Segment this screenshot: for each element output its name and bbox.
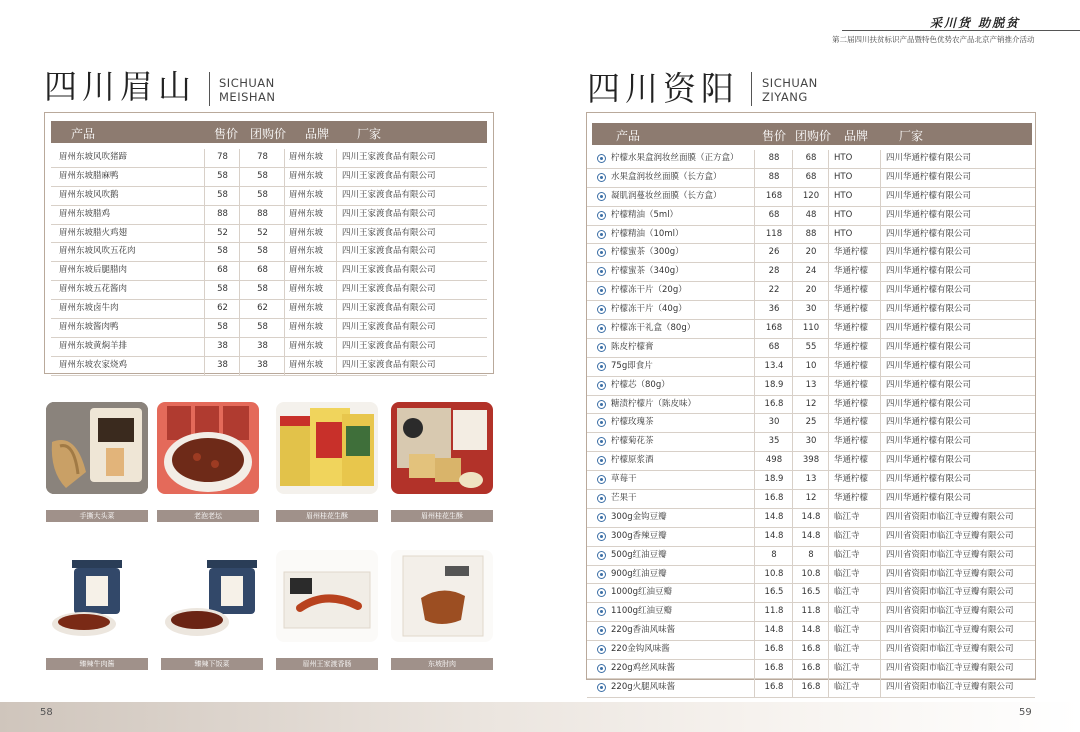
table-cell: HTO bbox=[828, 188, 880, 206]
table-cell: 16.8 bbox=[754, 641, 793, 659]
table-row bbox=[587, 641, 1035, 660]
table-cell: 四川王家渡食品有限公司 bbox=[336, 357, 486, 375]
photo-caption: 眉州王家渡香肠 bbox=[276, 658, 378, 670]
table-cell: 58 bbox=[204, 187, 240, 205]
table-cell: 四川省资阳市临江寺豆瓣有限公司 bbox=[880, 547, 1027, 565]
table-cell: 凝肌润蔓妆丝面膜（长方盒） bbox=[611, 190, 722, 201]
table-cell: 眉州东坡风吹猪蹄 bbox=[59, 152, 128, 162]
right-region-title: 四川资阳 bbox=[587, 69, 739, 108]
table-cell: HTO bbox=[828, 207, 880, 225]
table-cell: 68 bbox=[792, 169, 829, 187]
table-cell: 14.8 bbox=[792, 622, 829, 640]
table-cell: 眉州东坡 bbox=[284, 206, 336, 224]
table-cell: 14.8 bbox=[754, 622, 793, 640]
table-cell: 四川省资阳市临江寺豆瓣有限公司 bbox=[880, 566, 1027, 584]
table-row bbox=[587, 169, 1035, 188]
table-row bbox=[587, 263, 1035, 282]
jerky-bag-photo bbox=[46, 402, 148, 494]
table-cell: 四川华通柠檬有限公司 bbox=[880, 150, 1027, 168]
table-cell: 30 bbox=[754, 414, 793, 432]
page-footer bbox=[0, 702, 1080, 732]
header-slogan: 采川货 助脱贫 bbox=[930, 16, 1021, 30]
table-cell: 16.5 bbox=[754, 584, 793, 602]
table-row bbox=[51, 319, 487, 338]
table-cell: 华通柠檬 bbox=[828, 433, 880, 451]
table-cell: 52 bbox=[204, 225, 240, 243]
table-cell: 16.8 bbox=[754, 490, 793, 508]
table-row bbox=[51, 187, 487, 206]
table-row bbox=[587, 584, 1035, 603]
photo-caption: 手撕大头菜 bbox=[46, 510, 148, 522]
pork-box-photo bbox=[391, 550, 493, 642]
table-cell: 38 bbox=[239, 338, 285, 356]
table-cell: 眉州东坡 bbox=[284, 168, 336, 186]
right-pinyin-line2: ZIYANG bbox=[762, 90, 808, 104]
table-cell: 眉州东坡 bbox=[284, 319, 336, 337]
table-cell: 398 bbox=[792, 452, 829, 470]
table-cell: 14.8 bbox=[754, 509, 793, 527]
table-row bbox=[587, 226, 1035, 245]
table-cell: 220g香油风味酱 bbox=[611, 625, 676, 636]
table-row bbox=[587, 339, 1035, 358]
table-row bbox=[587, 547, 1035, 566]
table-cell: 四川华通柠檬有限公司 bbox=[880, 226, 1027, 244]
table-cell: 16.8 bbox=[792, 660, 829, 678]
table-cell: 柠檬芯（80g） bbox=[611, 379, 670, 390]
table-cell: 14.8 bbox=[754, 528, 793, 546]
table-cell: 眉州东坡黄焖羊排 bbox=[59, 340, 128, 351]
left-col-product: 产品 bbox=[71, 127, 96, 141]
table-row bbox=[587, 188, 1035, 207]
table-cell: 58 bbox=[204, 319, 240, 337]
table-cell: 华通柠檬 bbox=[828, 452, 880, 470]
pickle-bowl-photo bbox=[157, 402, 259, 494]
table-row bbox=[587, 528, 1035, 547]
table-cell: 眉州东坡 bbox=[284, 187, 336, 205]
table-cell: 18.9 bbox=[754, 377, 793, 395]
table-cell: 58 bbox=[204, 243, 240, 261]
table-cell: HTO bbox=[828, 169, 880, 187]
table-row bbox=[587, 301, 1035, 320]
candy-bag-photo bbox=[391, 402, 493, 494]
table-cell: 58 bbox=[239, 281, 285, 299]
table-cell: 498 bbox=[754, 452, 793, 470]
table-cell: 华通柠檬 bbox=[828, 377, 880, 395]
table-cell: 四川王家渡食品有限公司 bbox=[336, 206, 486, 224]
table-cell: 四川华通柠檬有限公司 bbox=[880, 301, 1027, 319]
table-cell: 13 bbox=[792, 377, 829, 395]
page-number-left: 58 bbox=[40, 707, 53, 718]
table-row bbox=[587, 471, 1035, 490]
table-cell: 75g即食片 bbox=[611, 360, 653, 371]
left-pinyin-line1: SICHUAN bbox=[219, 76, 275, 90]
table-cell: 38 bbox=[204, 338, 240, 356]
table-cell: 12 bbox=[792, 490, 829, 508]
table-cell: 四川王家渡食品有限公司 bbox=[336, 319, 486, 337]
photo-caption: 眉州桂花生酥 bbox=[276, 510, 378, 522]
table-cell: 13 bbox=[792, 471, 829, 489]
table-cell: 220金钩风味酱 bbox=[611, 644, 670, 655]
table-cell: 华通柠檬 bbox=[828, 339, 880, 357]
table-row bbox=[587, 414, 1035, 433]
table-cell: 临江寺 bbox=[828, 584, 880, 602]
left-region-title: 四川眉山 bbox=[44, 67, 196, 106]
table-cell: 110 bbox=[792, 320, 829, 338]
table-cell: 220g鸡丝风味酱 bbox=[611, 663, 676, 674]
table-cell: 华通柠檬 bbox=[828, 471, 880, 489]
table-cell: 四川省资阳市临江寺豆瓣有限公司 bbox=[880, 528, 1027, 546]
table-row bbox=[51, 243, 487, 262]
table-cell: 10.8 bbox=[792, 566, 829, 584]
table-cell: HTO bbox=[828, 150, 880, 168]
sausage-box-photo bbox=[276, 550, 378, 642]
table-cell: 眉州东坡 bbox=[284, 338, 336, 356]
table-cell: 柠檬精油（10ml） bbox=[611, 228, 684, 239]
table-cell: 四川王家渡食品有限公司 bbox=[336, 281, 486, 299]
right-col-brand: 品牌 bbox=[844, 129, 869, 143]
table-row bbox=[51, 262, 487, 281]
table-row bbox=[587, 566, 1035, 585]
table-row bbox=[587, 377, 1035, 396]
table-cell: 眉州东坡风吹鹅 bbox=[59, 189, 119, 200]
table-cell: 52 bbox=[239, 225, 285, 243]
table-cell: 四川华通柠檬有限公司 bbox=[880, 263, 1027, 281]
table-cell: 柠檬蜜茶（300g） bbox=[611, 247, 684, 258]
table-cell: 四川省资阳市临江寺豆瓣有限公司 bbox=[880, 509, 1027, 527]
table-cell: 300g金钩豆瓣 bbox=[611, 511, 667, 522]
right-table-body bbox=[587, 150, 1035, 698]
table-cell: 华通柠檬 bbox=[828, 301, 880, 319]
table-row bbox=[51, 168, 487, 187]
table-cell: 38 bbox=[204, 357, 240, 375]
header-event-title: 第二届四川扶贫标识产品暨特色优势农产品北京产销推介活动 bbox=[832, 35, 1035, 44]
table-cell: 眉州东坡 bbox=[284, 300, 336, 318]
table-cell: 四川华通柠檬有限公司 bbox=[880, 188, 1027, 206]
table-cell: 38 bbox=[239, 357, 285, 375]
table-cell: 眉州东坡腊鸡 bbox=[59, 208, 111, 219]
table-cell: 四川华通柠檬有限公司 bbox=[880, 358, 1027, 376]
left-col-group-price: 团购价 bbox=[250, 127, 287, 141]
table-cell: 柠檬玫瑰茶 bbox=[611, 417, 654, 428]
table-cell: 26 bbox=[754, 244, 793, 262]
left-pinyin-line2: MEISHAN bbox=[219, 90, 276, 104]
table-cell: 30 bbox=[792, 301, 829, 319]
table-cell: 88 bbox=[792, 226, 829, 244]
table-cell: 眉州东坡 bbox=[284, 149, 336, 167]
table-cell: 眉州东坡 bbox=[284, 281, 336, 299]
table-cell: 华通柠檬 bbox=[828, 244, 880, 262]
table-cell: 12 bbox=[792, 396, 829, 414]
photo-caption: 臻辣下饭菜 bbox=[161, 658, 263, 670]
table-cell: 眉州东坡 bbox=[284, 225, 336, 243]
table-row bbox=[587, 207, 1035, 226]
table-row bbox=[587, 320, 1035, 339]
table-cell: 陈皮柠檬膏 bbox=[611, 341, 654, 352]
table-cell: 四川华通柠檬有限公司 bbox=[880, 396, 1027, 414]
table-row bbox=[587, 660, 1035, 679]
right-col-factory: 厂家 bbox=[899, 129, 924, 143]
table-row bbox=[587, 509, 1035, 528]
table-cell: 16.8 bbox=[754, 660, 793, 678]
table-cell: 临江寺 bbox=[828, 679, 880, 697]
left-table-header bbox=[51, 121, 487, 143]
right-region-pinyin bbox=[762, 76, 818, 104]
table-cell: 16.8 bbox=[792, 641, 829, 659]
table-cell: 35 bbox=[754, 433, 793, 451]
table-cell: 11.8 bbox=[754, 603, 793, 621]
table-row bbox=[587, 358, 1035, 377]
table-row bbox=[51, 281, 487, 300]
table-cell: 柠檬冻干片（40g） bbox=[611, 304, 687, 315]
table-cell: 20 bbox=[792, 244, 829, 262]
table-cell: 四川省资阳市临江寺豆瓣有限公司 bbox=[880, 603, 1027, 621]
table-cell: 168 bbox=[754, 188, 793, 206]
table-cell: 临江寺 bbox=[828, 528, 880, 546]
table-cell: 36 bbox=[754, 301, 793, 319]
table-cell: 眉州东坡风吹五花肉 bbox=[59, 246, 136, 257]
table-cell: 柠檬冻干礼盒（80g） bbox=[611, 323, 696, 334]
table-cell: 68 bbox=[792, 150, 829, 168]
table-cell: 四川省资阳市临江寺豆瓣有限公司 bbox=[880, 660, 1027, 678]
table-cell: 220g火腿风味酱 bbox=[611, 681, 676, 692]
table-cell: 华通柠檬 bbox=[828, 414, 880, 432]
table-cell: 16.8 bbox=[754, 679, 793, 697]
table-cell: 四川华通柠檬有限公司 bbox=[880, 282, 1027, 300]
table-cell: 柠檬精油（5ml） bbox=[611, 209, 679, 220]
table-cell: 柠檬菊花茶 bbox=[611, 436, 654, 447]
table-cell: 四川华通柠檬有限公司 bbox=[880, 433, 1027, 451]
table-cell: 48 bbox=[792, 207, 829, 225]
table-cell: 58 bbox=[204, 281, 240, 299]
table-cell: 四川华通柠檬有限公司 bbox=[880, 471, 1027, 489]
table-cell: 四川省资阳市临江寺豆瓣有限公司 bbox=[880, 622, 1027, 640]
table-cell: 眉州东坡酱肉鸭 bbox=[59, 322, 119, 333]
left-col-price: 售价 bbox=[214, 127, 239, 141]
table-cell: 68 bbox=[754, 207, 793, 225]
table-cell: 68 bbox=[239, 262, 285, 280]
side-dish-jar-photo bbox=[161, 550, 263, 642]
left-region-pinyin bbox=[219, 76, 276, 104]
table-row bbox=[587, 603, 1035, 622]
table-cell: 16.8 bbox=[754, 396, 793, 414]
table-cell: 四川王家渡食品有限公司 bbox=[336, 338, 486, 356]
table-cell: 四川王家渡食品有限公司 bbox=[336, 187, 486, 205]
table-row bbox=[587, 282, 1035, 301]
table-cell: 四川省资阳市临江寺豆瓣有限公司 bbox=[880, 641, 1027, 659]
table-cell: HTO bbox=[828, 226, 880, 244]
table-cell: 300g香辣豆瓣 bbox=[611, 530, 667, 541]
table-cell: 眉州东坡后腿腊肉 bbox=[59, 265, 128, 276]
table-cell: 眉州东坡腊火鸡翅 bbox=[59, 227, 128, 238]
right-product-table bbox=[586, 112, 1036, 692]
table-cell: 11.8 bbox=[792, 603, 829, 621]
table-row bbox=[587, 452, 1035, 471]
table-cell: 四川华通柠檬有限公司 bbox=[880, 377, 1027, 395]
gift-box-photo bbox=[276, 402, 378, 494]
table-row bbox=[587, 490, 1035, 509]
table-row bbox=[587, 396, 1035, 415]
table-cell: 临江寺 bbox=[828, 622, 880, 640]
table-cell: 118 bbox=[754, 226, 793, 244]
right-col-price: 售价 bbox=[762, 129, 787, 143]
table-cell: 120 bbox=[792, 188, 829, 206]
table-cell: 68 bbox=[204, 262, 240, 280]
table-cell: 水果盒润妆丝面膜（长方盒） bbox=[611, 171, 722, 182]
table-cell: 眉州东坡 bbox=[284, 243, 336, 261]
right-table-header bbox=[592, 123, 1032, 145]
table-cell: 500g红油豆瓣 bbox=[611, 549, 667, 560]
table-row bbox=[51, 149, 487, 168]
left-table-body bbox=[51, 149, 487, 376]
table-cell: 四川王家渡食品有限公司 bbox=[336, 243, 486, 261]
table-cell: 62 bbox=[239, 300, 285, 318]
table-cell: 华通柠檬 bbox=[828, 320, 880, 338]
table-cell: 华通柠檬 bbox=[828, 263, 880, 281]
table-cell: 临江寺 bbox=[828, 566, 880, 584]
right-col-product: 产品 bbox=[616, 129, 641, 143]
table-cell: 糖渍柠檬片（陈皮味） bbox=[611, 398, 697, 409]
table-cell: 8 bbox=[792, 547, 829, 565]
table-cell: 900g红油豆瓣 bbox=[611, 568, 667, 579]
table-cell: 柠檬原浆酒 bbox=[611, 455, 654, 466]
photo-caption: 东坡肘肉 bbox=[391, 658, 493, 670]
table-cell: 16.8 bbox=[792, 679, 829, 697]
table-cell: 88 bbox=[239, 206, 285, 224]
table-row bbox=[51, 206, 487, 225]
table-cell: 眉州东坡腊麻鸭 bbox=[59, 170, 119, 181]
table-cell: 四川王家渡食品有限公司 bbox=[336, 149, 486, 167]
table-cell: 草莓干 bbox=[611, 474, 637, 485]
table-cell: 78 bbox=[204, 149, 240, 167]
table-cell: 四川王家渡食品有限公司 bbox=[336, 300, 486, 318]
table-cell: 78 bbox=[239, 149, 285, 167]
table-cell: 华通柠檬 bbox=[828, 396, 880, 414]
table-row bbox=[51, 338, 487, 357]
table-cell: 四川王家渡食品有限公司 bbox=[336, 262, 486, 280]
table-row bbox=[587, 622, 1035, 641]
table-cell: 10.8 bbox=[754, 566, 793, 584]
table-cell: 1100g红油豆瓣 bbox=[611, 606, 673, 617]
table-cell: 眉州东坡 bbox=[284, 262, 336, 280]
table-cell: 柠檬冻干片（20g） bbox=[611, 285, 687, 296]
table-cell: 16.5 bbox=[792, 584, 829, 602]
table-cell: 58 bbox=[239, 168, 285, 186]
table-cell: 四川华通柠檬有限公司 bbox=[880, 339, 1027, 357]
right-pinyin-line1: SICHUAN bbox=[762, 76, 818, 90]
table-cell: 58 bbox=[239, 187, 285, 205]
photo-caption: 老泡老坛 bbox=[157, 510, 259, 522]
table-row bbox=[51, 225, 487, 244]
table-cell: 四川华通柠檬有限公司 bbox=[880, 320, 1027, 338]
table-cell: 临江寺 bbox=[828, 641, 880, 659]
table-cell: 25 bbox=[792, 414, 829, 432]
table-row bbox=[51, 300, 487, 319]
table-cell: 四川王家渡食品有限公司 bbox=[336, 225, 486, 243]
table-cell: 四川王家渡食品有限公司 bbox=[336, 168, 486, 186]
table-cell: 13.4 bbox=[754, 358, 793, 376]
table-cell: 68 bbox=[754, 339, 793, 357]
table-cell: 14.8 bbox=[792, 528, 829, 546]
table-cell: 58 bbox=[239, 319, 285, 337]
table-cell: 28 bbox=[754, 263, 793, 281]
table-cell: 华通柠檬 bbox=[828, 358, 880, 376]
table-cell: 四川华通柠檬有限公司 bbox=[880, 414, 1027, 432]
table-cell: 芒果干 bbox=[611, 493, 637, 504]
table-cell: 30 bbox=[792, 433, 829, 451]
table-cell: 四川华通柠檬有限公司 bbox=[880, 452, 1027, 470]
table-cell: 8 bbox=[754, 547, 793, 565]
table-row bbox=[587, 679, 1035, 698]
table-cell: 眉州东坡 bbox=[284, 357, 336, 375]
table-cell: 88 bbox=[204, 206, 240, 224]
table-cell: 20 bbox=[792, 282, 829, 300]
left-product-table bbox=[44, 112, 494, 374]
table-cell: 88 bbox=[754, 169, 793, 187]
left-col-factory: 厂家 bbox=[357, 127, 382, 141]
table-cell: 华通柠檬 bbox=[828, 490, 880, 508]
table-cell: 眉州东坡五花酱肉 bbox=[59, 284, 128, 295]
table-cell: 1000g红油豆瓣 bbox=[611, 587, 673, 598]
table-row bbox=[587, 150, 1035, 169]
photo-caption: 眉州桂花生酥 bbox=[391, 510, 493, 522]
table-cell: 四川省资阳市临江寺豆瓣有限公司 bbox=[880, 679, 1027, 697]
table-cell: 18.9 bbox=[754, 471, 793, 489]
page-number-right: 59 bbox=[1019, 707, 1032, 718]
table-row bbox=[587, 244, 1035, 263]
right-title-divider bbox=[751, 72, 752, 106]
table-row bbox=[587, 433, 1035, 452]
table-cell: 眉州东坡卤牛肉 bbox=[59, 303, 119, 314]
table-cell: 四川省资阳市临江寺豆瓣有限公司 bbox=[880, 584, 1027, 602]
table-cell: 88 bbox=[754, 150, 793, 168]
table-cell: 四川华通柠檬有限公司 bbox=[880, 490, 1027, 508]
table-cell: 22 bbox=[754, 282, 793, 300]
table-cell: 58 bbox=[239, 243, 285, 261]
table-cell: 临江寺 bbox=[828, 547, 880, 565]
table-cell: 临江寺 bbox=[828, 603, 880, 621]
beef-sauce-jar-photo bbox=[46, 550, 148, 642]
table-cell: 眉州东坡农家烧鸡 bbox=[59, 359, 128, 370]
table-cell: 华通柠檬 bbox=[828, 282, 880, 300]
table-cell: 柠檬蜜茶（340g） bbox=[611, 266, 684, 277]
table-cell: 四川华通柠檬有限公司 bbox=[880, 244, 1027, 262]
table-cell: 14.8 bbox=[792, 509, 829, 527]
table-cell: 168 bbox=[754, 320, 793, 338]
table-cell: 临江寺 bbox=[828, 509, 880, 527]
right-col-group-price: 团购价 bbox=[795, 129, 832, 143]
left-title-divider bbox=[209, 72, 210, 106]
table-cell: 58 bbox=[204, 168, 240, 186]
table-cell: 四川华通柠檬有限公司 bbox=[880, 207, 1027, 225]
photo-caption: 臻辣牛肉酱 bbox=[46, 658, 148, 670]
table-cell: 四川华通柠檬有限公司 bbox=[880, 169, 1027, 187]
table-cell: 62 bbox=[204, 300, 240, 318]
table-row bbox=[51, 357, 487, 376]
header-divider bbox=[842, 30, 1080, 31]
table-cell: 10 bbox=[792, 358, 829, 376]
table-cell: 55 bbox=[792, 339, 829, 357]
table-cell: 临江寺 bbox=[828, 660, 880, 678]
left-col-brand: 品牌 bbox=[305, 127, 330, 141]
table-cell: 柠檬水果盒润妆丝面膜（正方盒） bbox=[611, 153, 739, 163]
table-cell: 24 bbox=[792, 263, 829, 281]
